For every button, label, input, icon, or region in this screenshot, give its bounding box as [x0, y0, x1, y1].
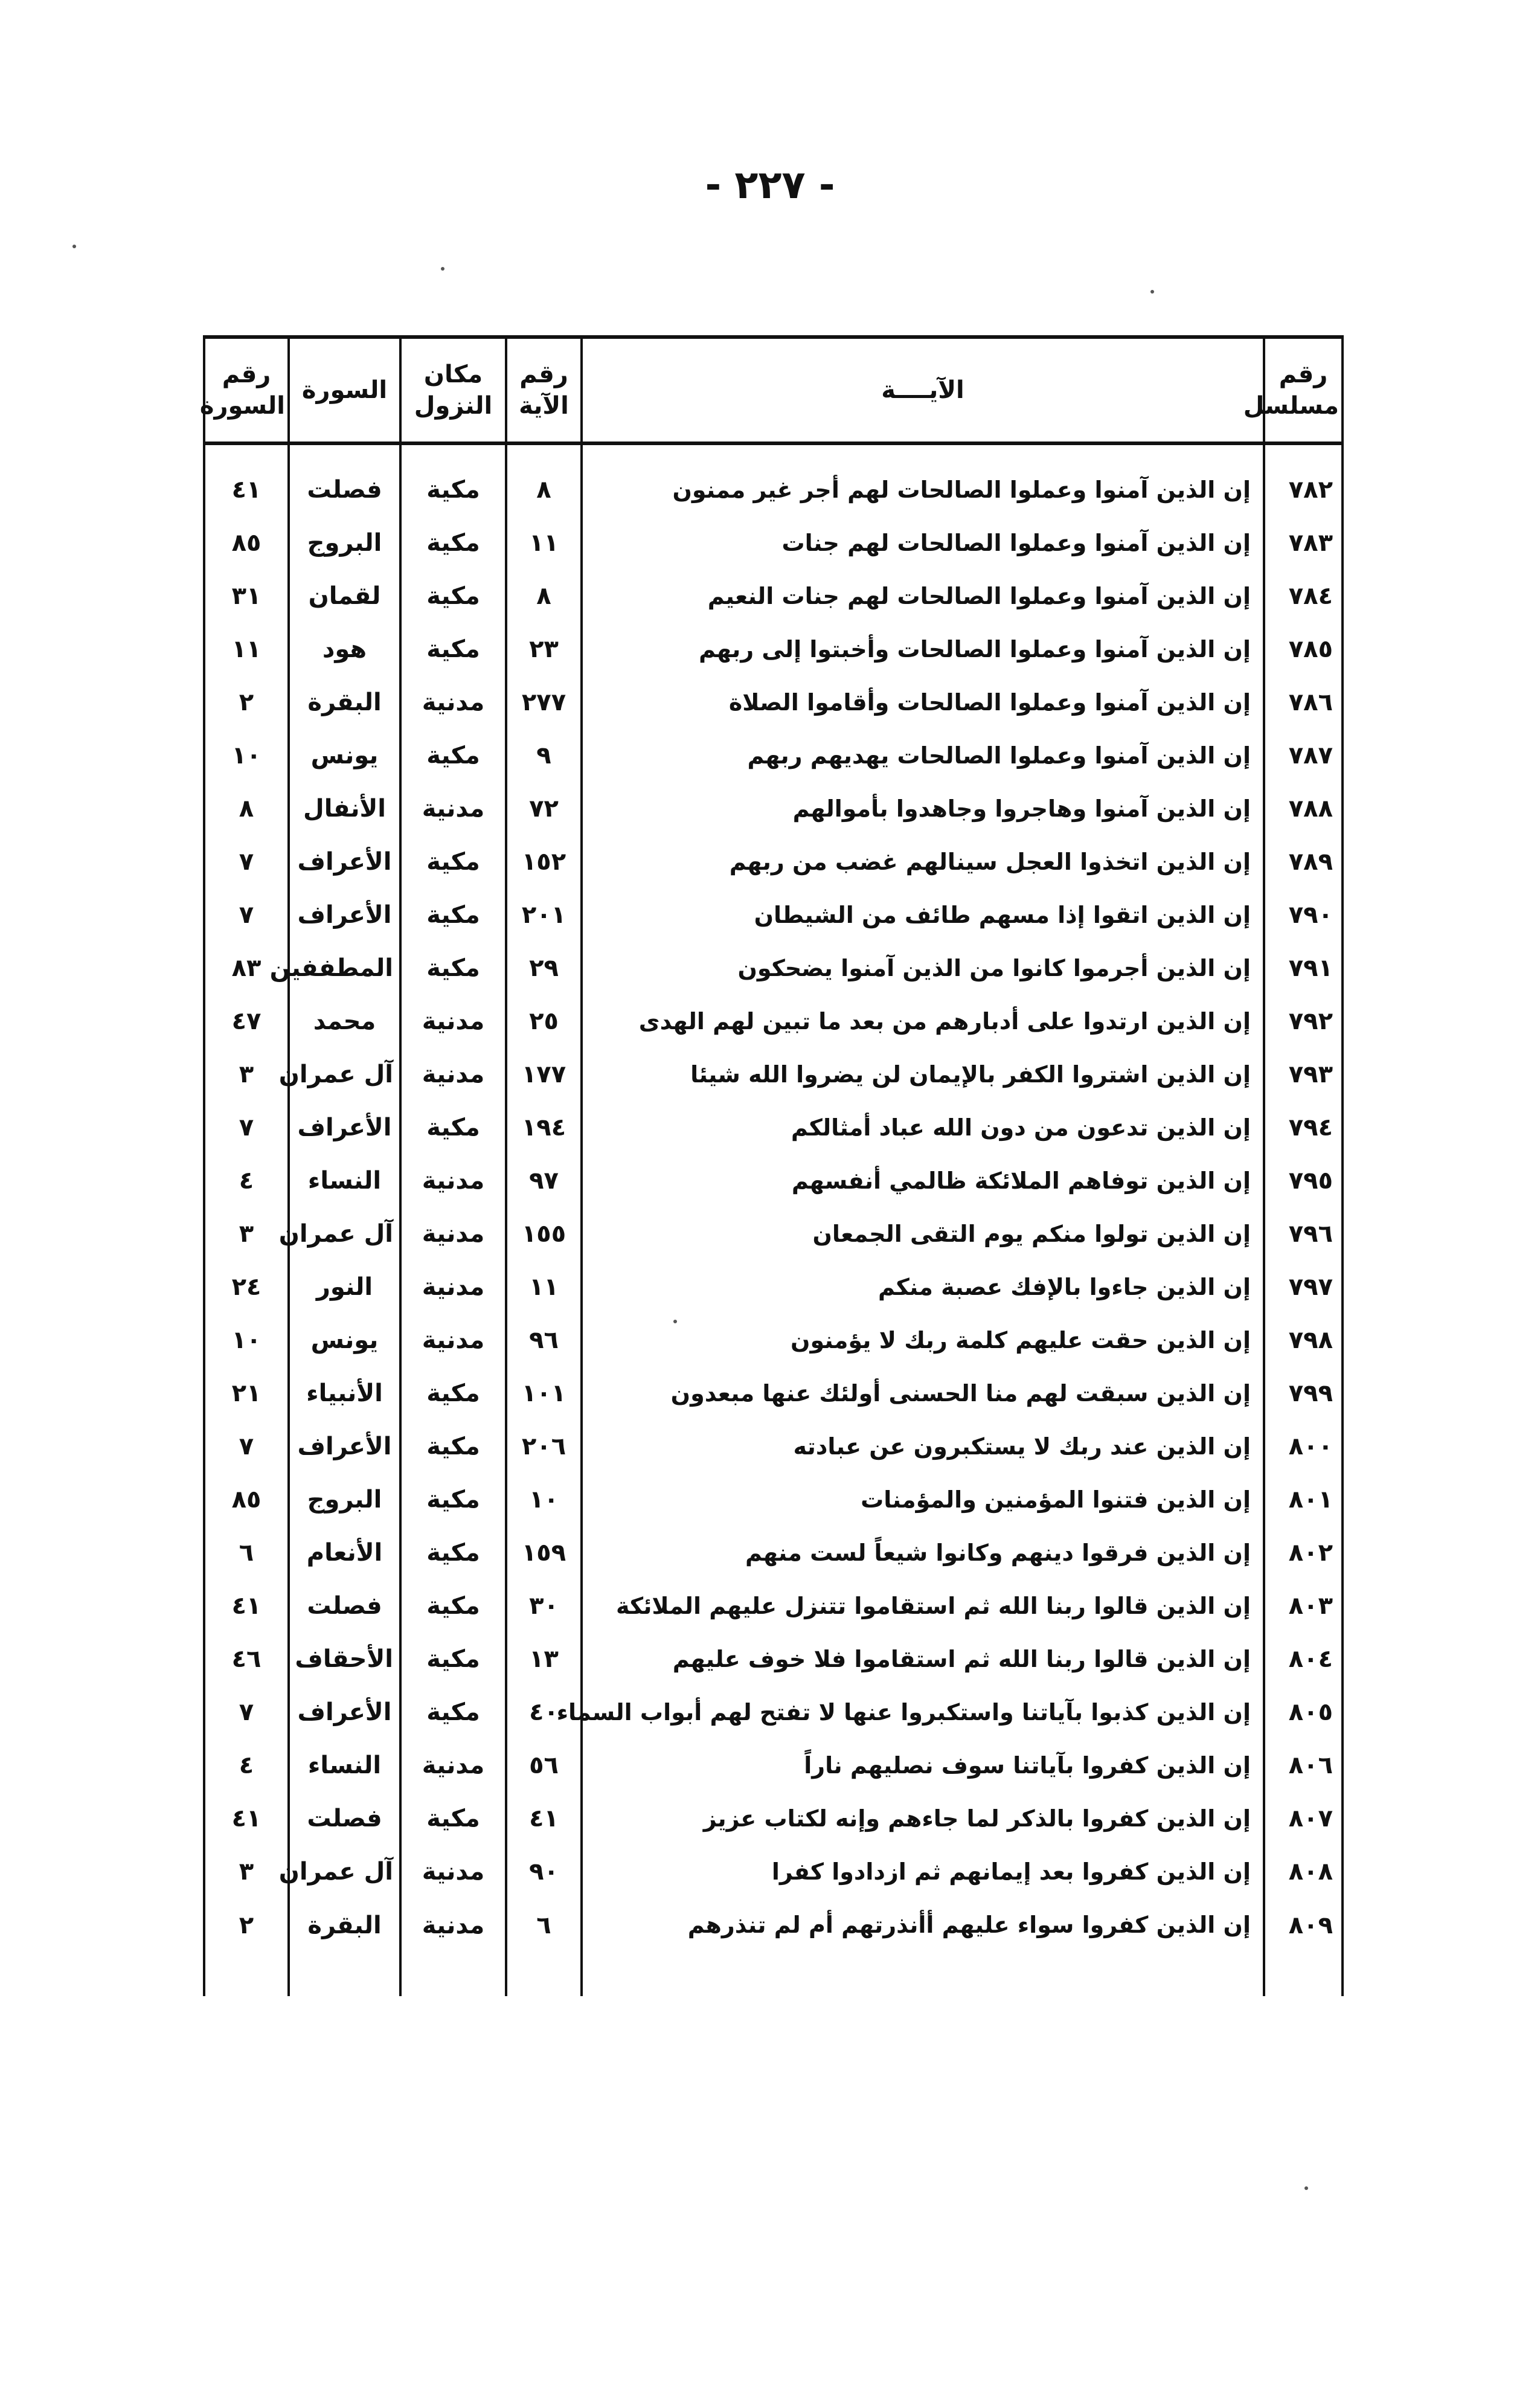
ayah-number-cell: ٦ — [506, 1898, 582, 1996]
revelation-place-cell: مكية — [400, 1526, 506, 1579]
revelation-place-cell: مدنية — [400, 676, 506, 729]
surah-number-cell: ٢ — [204, 1898, 289, 1996]
surah-number-cell: ٣ — [204, 1048, 289, 1101]
verse-cell: إن الذين فرقوا دينهم وكانوا شيعاً لست منهم — [582, 1526, 1264, 1579]
surah-number-cell: ٨٥ — [204, 516, 289, 570]
table-row — [204, 570, 1343, 623]
header-ayah-line1: رقم — [519, 361, 568, 388]
serial-cell: ٨٠٠ — [1264, 1420, 1343, 1473]
ayah-number-cell: ١٥٩ — [506, 1526, 582, 1579]
revelation-place-cell: مكية — [400, 835, 506, 888]
revelation-place-cell: مكية — [400, 463, 506, 516]
header-serial — [1243, 337, 1343, 443]
table-header-row — [204, 337, 1343, 443]
surah-name-cell: فصلت — [289, 1579, 400, 1633]
table-row — [204, 782, 1343, 835]
serial-cell: ٧٨٤ — [1264, 570, 1343, 623]
revelation-place-cell: مكية — [400, 1420, 506, 1473]
scan-speck — [1304, 2186, 1308, 2190]
ayah-number-cell: ٣٠ — [506, 1579, 582, 1633]
revelation-place-cell: مكية — [400, 516, 506, 570]
verse-cell: إن الذين آمنوا وعملوا الصالحات لهم أجر غير ممنون — [582, 463, 1264, 516]
ayah-number-cell: ٤١ — [506, 1792, 582, 1845]
revelation-place-cell: مدنية — [400, 1898, 506, 1996]
revelation-place-cell: مدنية — [400, 1739, 506, 1792]
revelation-place-cell: مكية — [400, 1792, 506, 1845]
verse-cell: إن الذين آمنوا وعملوا الصالحات لهم جنات النعيم — [582, 570, 1264, 623]
serial-cell: ٧٨٥ — [1264, 623, 1343, 676]
ayah-number-cell: ٥٦ — [506, 1739, 582, 1792]
serial-cell: ٧٨٦ — [1264, 676, 1343, 729]
revelation-place-cell: مكية — [400, 942, 506, 995]
surah-number-cell: ٧ — [204, 835, 289, 888]
revelation-place-cell: مكية — [400, 1101, 506, 1154]
surah-number-cell: ٦ — [204, 1526, 289, 1579]
ayah-number-cell: ١٥٥ — [506, 1207, 582, 1260]
spacer-cell — [289, 443, 400, 463]
ayah-number-cell: ٩ — [506, 729, 582, 782]
serial-cell: ٧٩٦ — [1264, 1207, 1343, 1260]
surah-number-cell: ١٠ — [204, 1314, 289, 1367]
ayah-number-cell: ٧٢ — [506, 782, 582, 835]
table-body — [204, 443, 1343, 1996]
ayah-number-cell: ٢٧٧ — [506, 676, 582, 729]
surah-number-cell: ٧ — [204, 1420, 289, 1473]
surah-number-cell: ٧ — [204, 1101, 289, 1154]
surah-name-cell: الأنعام — [289, 1526, 400, 1579]
ayah-number-cell: ٩٠ — [506, 1845, 582, 1898]
surah-name-cell: الأنفال — [289, 782, 400, 835]
table-row — [204, 1579, 1343, 1633]
verse-cell: إن الذين تدعون من دون الله عباد أمثالكم — [582, 1101, 1264, 1154]
revelation-place-cell: مكية — [400, 888, 506, 942]
table-row — [204, 676, 1343, 729]
surah-name-cell: آل عمران — [289, 1845, 400, 1898]
ayah-number-cell: ٨ — [506, 463, 582, 516]
surah-number-cell: ٧ — [204, 888, 289, 942]
verse-cell: إن الذين جاءوا بالإفك عصبة منكم — [582, 1260, 1264, 1314]
verse-cell: إن الذين آمنوا وعملوا الصالحات وأقاموا الصلاة — [582, 676, 1264, 729]
serial-cell: ٨٠٩ — [1264, 1898, 1343, 1996]
surah-name-cell: آل عمران — [289, 1048, 400, 1101]
ayah-number-cell: ١٩٤ — [506, 1101, 582, 1154]
revelation-place-cell: مكية — [400, 623, 506, 676]
surah-name-cell: الأنبياء — [289, 1367, 400, 1420]
table-row — [204, 1739, 1343, 1792]
ayah-number-cell: ١١ — [506, 516, 582, 570]
serial-cell: ٨٠٢ — [1264, 1526, 1343, 1579]
table-row — [204, 1686, 1343, 1739]
table-row — [204, 1633, 1343, 1686]
table-row — [204, 1260, 1343, 1314]
ayah-number-cell: ١٥٢ — [506, 835, 582, 888]
header-ayah-line2: الآية — [519, 392, 569, 420]
ayah-number-cell: ٢٣ — [506, 623, 582, 676]
revelation-place-cell: مكية — [400, 1473, 506, 1526]
serial-cell: ٧٩١ — [1264, 942, 1343, 995]
serial-cell: ٧٩٩ — [1264, 1367, 1343, 1420]
table-row — [204, 1367, 1343, 1420]
surah-name-cell: الأعراف — [289, 1420, 400, 1473]
scan-speck — [1150, 290, 1154, 294]
surah-number-cell: ٣ — [204, 1845, 289, 1898]
serial-cell: ٨٠٧ — [1264, 1792, 1343, 1845]
table-row — [204, 623, 1343, 676]
header-surah-line1: السورة — [301, 376, 388, 404]
spacer-cell — [204, 443, 289, 463]
revelation-place-cell: مدنية — [400, 782, 506, 835]
ayah-number-cell: ٩٦ — [506, 1314, 582, 1367]
ayah-number-cell: ٢٥ — [506, 995, 582, 1048]
revelation-place-cell: مكية — [400, 1633, 506, 1686]
serial-cell: ٧٩٨ — [1264, 1314, 1343, 1367]
verse-cell: إن الذين سبقت لهم منا الحسنى أولئك عنها مبعدون — [582, 1367, 1264, 1420]
verse-cell: إن الذين قالوا ربنا الله ثم استقاموا تتنزل عليهم الملائكة — [582, 1579, 1264, 1633]
verse-cell: إن الذين آمنوا وعملوا الصالحات وأخبتوا إلى ربهم — [582, 623, 1264, 676]
surah-number-cell: ٧ — [204, 1686, 289, 1739]
verse-cell: إن الذين كذبوا بآياتنا واستكبروا عنها لا تفتح لهم أبواب السماء — [582, 1686, 1264, 1739]
surah-name-cell: الأعراف — [289, 835, 400, 888]
header-surah-num-line2: السورة — [199, 392, 285, 420]
verse-cell: إن الذين كفروا سواء عليهم أأنذرتهم أم لم تنذرهم — [582, 1898, 1264, 1996]
verse-cell: إن الذين اشتروا الكفر بالإيمان لن يضروا الله شيئا — [582, 1048, 1264, 1101]
surah-number-cell: ٤١ — [204, 1792, 289, 1845]
table-row — [204, 1526, 1343, 1579]
serial-cell: ٨٠٦ — [1264, 1739, 1343, 1792]
serial-cell: ٧٩٥ — [1264, 1154, 1343, 1207]
serial-cell: ٧٨٣ — [1264, 516, 1343, 570]
table-row — [204, 995, 1343, 1048]
serial-cell: ٨٠٣ — [1264, 1579, 1343, 1633]
ayah-number-cell: ٤٠ — [506, 1686, 582, 1739]
revelation-place-cell: مكية — [400, 1579, 506, 1633]
verse-cell: إن الذين كفروا بآياتنا سوف نصليهم ناراً — [582, 1739, 1264, 1792]
revelation-place-cell: مدنية — [400, 1154, 506, 1207]
surah-name-cell: النساء — [289, 1154, 400, 1207]
surah-number-cell: ٤ — [204, 1739, 289, 1792]
ayah-number-cell: ١٠ — [506, 1473, 582, 1526]
surah-name-cell: البقرة — [289, 1898, 400, 1996]
surah-number-cell: ٢١ — [204, 1367, 289, 1420]
table-row — [204, 1314, 1343, 1367]
serial-cell: ٧٩٤ — [1264, 1101, 1343, 1154]
surah-number-cell: ٤ — [204, 1154, 289, 1207]
verse-cell: إن الذين توفاهم الملائكة ظالمي أنفسهم — [582, 1154, 1264, 1207]
table-spacer-row — [204, 443, 1343, 463]
surah-name-cell: يونس — [289, 1314, 400, 1367]
surah-name-cell: لقمان — [289, 570, 400, 623]
surah-name-cell: المطففين — [289, 942, 400, 995]
verse-cell: إن الذين اتقوا إذا مسهم طائف من الشيطان — [582, 888, 1264, 942]
table-row — [204, 1473, 1343, 1526]
header-serial-line2: مسلسل — [1243, 392, 1339, 420]
surah-number-cell: ٢٤ — [204, 1260, 289, 1314]
spacer-cell — [1264, 443, 1343, 463]
spacer-cell — [506, 443, 582, 463]
serial-cell: ٧٨٢ — [1264, 463, 1343, 516]
surah-name-cell: الأعراف — [289, 888, 400, 942]
serial-cell: ٨٠٤ — [1264, 1633, 1343, 1686]
revelation-place-cell: مدنية — [400, 1314, 506, 1367]
ayah-number-cell: ٢٩ — [506, 942, 582, 995]
page-number: - ٢٢٧ - — [705, 163, 835, 208]
surah-name-cell: النساء — [289, 1739, 400, 1792]
verse-cell: إن الذين حقت عليهم كلمة ربك لا يؤمنون — [582, 1314, 1264, 1367]
verse-cell: إن الذين آمنوا وعملوا الصالحات يهديهم ربهم — [582, 729, 1264, 782]
revelation-place-cell: مكية — [400, 1686, 506, 1739]
surah-number-cell: ١١ — [204, 623, 289, 676]
table-row — [204, 516, 1343, 570]
table-row — [204, 1207, 1343, 1260]
table-row — [204, 1154, 1343, 1207]
ayah-number-cell: ٢٠٦ — [506, 1420, 582, 1473]
ayah-number-cell: ١٠١ — [506, 1367, 582, 1420]
header-verse-line1: الآيــــة — [881, 376, 964, 404]
header-serial-line1: رقم — [1279, 361, 1328, 388]
scan-speck — [441, 267, 444, 271]
serial-cell: ٧٩٠ — [1264, 888, 1343, 942]
verse-cell: إن الذين كفروا بالذكر لما جاءهم وإنه لكتاب عزيز — [582, 1792, 1264, 1845]
surah-name-cell: الأحقاف — [289, 1633, 400, 1686]
surah-number-cell: ٣ — [204, 1207, 289, 1260]
ayah-number-cell: ١١ — [506, 1260, 582, 1314]
serial-cell: ٧٨٨ — [1264, 782, 1343, 835]
surah-number-cell: ٤٦ — [204, 1633, 289, 1686]
verse-cell: إن الذين تولوا منكم يوم التقى الجمعان — [582, 1207, 1264, 1260]
revelation-place-cell: مدنية — [400, 1260, 506, 1314]
verse-cell: إن الذين كفروا بعد إيمانهم ثم ازدادوا كفرا — [582, 1845, 1264, 1898]
surah-name-cell: البروج — [289, 516, 400, 570]
header-ayah — [506, 337, 582, 443]
header-surah-num-line1: رقم — [222, 361, 271, 388]
table-row — [204, 1420, 1343, 1473]
ayah-number-cell: ١٧٧ — [506, 1048, 582, 1101]
verse-cell: إن الذين فتنوا المؤمنين والمؤمنات — [582, 1473, 1264, 1526]
surah-name-cell: فصلت — [289, 1792, 400, 1845]
ayah-number-cell: ٨ — [506, 570, 582, 623]
surah-name-cell: آل عمران — [289, 1207, 400, 1260]
revelation-place-cell: مكية — [400, 1367, 506, 1420]
serial-cell: ٨٠٨ — [1264, 1845, 1343, 1898]
header-surah-num — [199, 337, 289, 443]
surah-number-cell: ٤٧ — [204, 995, 289, 1048]
surah-name-cell: يونس — [289, 729, 400, 782]
surah-name-cell: هود — [289, 623, 400, 676]
header-surah — [289, 337, 400, 443]
surah-number-cell: ٨٥ — [204, 1473, 289, 1526]
header-place — [400, 337, 506, 443]
spacer-cell — [582, 443, 1264, 463]
surah-name-cell: الأعراف — [289, 1686, 400, 1739]
surah-number-cell: ٤١ — [204, 463, 289, 516]
table-row — [204, 1898, 1343, 1996]
surah-name-cell: الأعراف — [289, 1101, 400, 1154]
ayah-number-cell: ٩٧ — [506, 1154, 582, 1207]
header-place-line2: النزول — [414, 392, 493, 420]
surah-number-cell: ١٠ — [204, 729, 289, 782]
table-row — [204, 1792, 1343, 1845]
table-row — [204, 1048, 1343, 1101]
surah-number-cell: ٢ — [204, 676, 289, 729]
surah-number-cell: ٤١ — [204, 1579, 289, 1633]
table-row — [204, 1101, 1343, 1154]
ayah-number-cell: ٢٠١ — [506, 888, 582, 942]
verse-cell: إن الذين اتخذوا العجل سينالهم غضب من ربهم — [582, 835, 1264, 888]
serial-cell: ٧٩٧ — [1264, 1260, 1343, 1314]
serial-cell: ٧٨٧ — [1264, 729, 1343, 782]
surah-name-cell: البروج — [289, 1473, 400, 1526]
table-row — [204, 942, 1343, 995]
verse-cell: إن الذين آمنوا وهاجروا وجاهدوا بأموالهم — [582, 782, 1264, 835]
surah-name-cell: فصلت — [289, 463, 400, 516]
verse-cell: إن الذين عند ربك لا يستكبرون عن عبادته — [582, 1420, 1264, 1473]
revelation-place-cell: مدنية — [400, 1845, 506, 1898]
verse-index-table — [199, 335, 1344, 1996]
serial-cell: ٨٠١ — [1264, 1473, 1343, 1526]
surah-name-cell: النور — [289, 1260, 400, 1314]
verse-cell: إن الذين قالوا ربنا الله ثم استقاموا فلا خوف عليهم — [582, 1633, 1264, 1686]
table-row — [204, 1845, 1343, 1898]
scan-speck — [72, 245, 76, 248]
revelation-place-cell: مدنية — [400, 1048, 506, 1101]
table-row — [204, 463, 1343, 516]
verse-cell: إن الذين أجرموا كانوا من الذين آمنوا يضحكون — [582, 942, 1264, 995]
surah-name-cell: البقرة — [289, 676, 400, 729]
ayah-number-cell: ١٣ — [506, 1633, 582, 1686]
serial-cell: ٧٨٩ — [1264, 835, 1343, 888]
header-place-line1: مكان — [423, 361, 483, 388]
verse-cell: إن الذين آمنوا وعملوا الصالحات لهم جنات — [582, 516, 1264, 570]
serial-cell: ٨٠٥ — [1264, 1686, 1343, 1739]
revelation-place-cell: مكية — [400, 570, 506, 623]
table-row — [204, 729, 1343, 782]
surah-number-cell: ٨٣ — [204, 942, 289, 995]
revelation-place-cell: مدنية — [400, 995, 506, 1048]
revelation-place-cell: مدنية — [400, 1207, 506, 1260]
serial-cell: ٧٩٣ — [1264, 1048, 1343, 1101]
index-table-frame — [199, 335, 1344, 1996]
header-verse — [582, 337, 1264, 443]
serial-cell: ٧٩٢ — [1264, 995, 1343, 1048]
verse-cell: إن الذين ارتدوا على أدبارهم من بعد ما تبين لهم الهدى — [582, 995, 1264, 1048]
surah-number-cell: ٣١ — [204, 570, 289, 623]
table-row — [204, 835, 1343, 888]
table-row — [204, 888, 1343, 942]
revelation-place-cell: مكية — [400, 729, 506, 782]
surah-name-cell: محمد — [289, 995, 400, 1048]
surah-number-cell: ٨ — [204, 782, 289, 835]
spacer-cell — [400, 443, 506, 463]
